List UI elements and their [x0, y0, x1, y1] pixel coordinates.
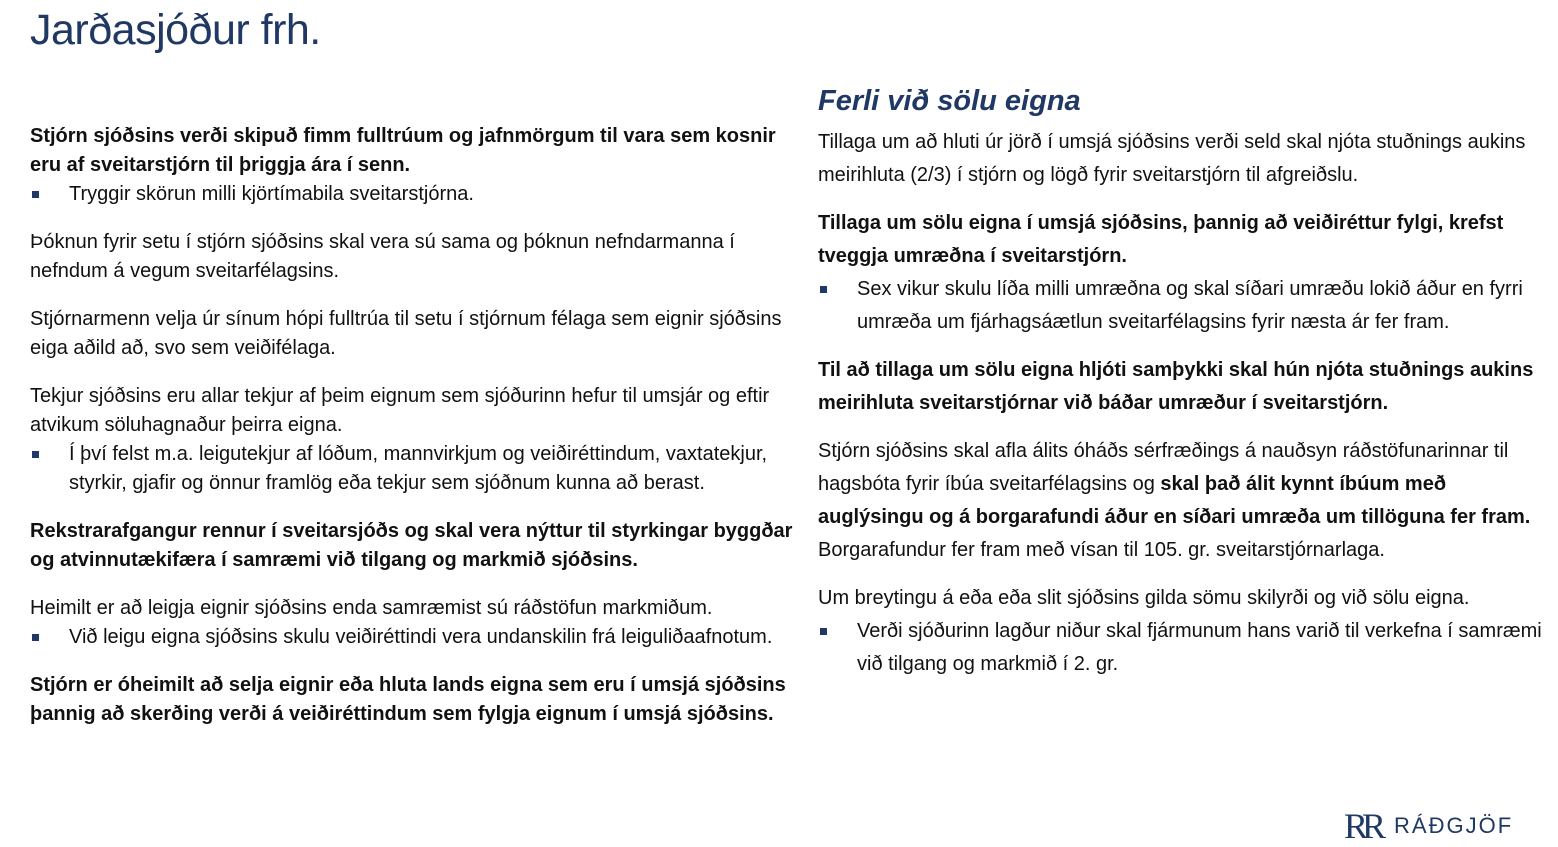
left-paragraph-7 [30, 671, 798, 729]
left-paragraph-3: Stjórnarmenn velja úr sínum hópi fulltrúa til setu í stjórnum félaga sem eignir sjóðsins eiga aðild að, svo sem veiðifélaga. [30, 308, 782, 359]
right-paragraph-2-text: Tillaga um sölu eigna í umsjá sjóðsins, þannig að veiðiréttur fylgi, krefst tveggja umræðna í sveitarstjórn. [818, 212, 1504, 267]
right-paragraph-4-part-a: Stjórn sjóðsins skal afla álits óháðs sérfræðings á nauðsyn ráðstöfunarinnar til hagsbóta fyrir íbúa sveitarfélagsins og [818, 440, 1509, 495]
right-paragraph-1: Tillaga um að hluti úr jörð í umsjá sjóðsins verði seld skal njóta stuðnings aukins meirihluta (2/3) í stjórn og lögð fyrir sveitarstjórn til afgreiðslu. [818, 131, 1526, 186]
right-paragraph-2 [818, 207, 1543, 273]
section-subtitle: Ferli við sölu eigna [818, 85, 1081, 117]
left-paragraph-1 [30, 122, 798, 180]
right-bullet-list-2 [818, 615, 1543, 681]
left-bullet-1: Tryggir skörun milli kjörtímabila sveitarstjórna. [30, 180, 798, 209]
right-bullet-2: Verði sjóðurinn lagður niður skal fjármunum hans varið til verkefna í samræmi við tilgang og markmið í 2. gr. [818, 615, 1543, 681]
right-column [818, 82, 1543, 696]
right-paragraph-3-text: Til að tillaga um sölu eigna hljóti samþykki skal hún njóta stuðnings aukins meirihluta sveitarstjórnar við báðar umræður í sveitarstjórn. [818, 359, 1534, 414]
left-bullet-2: Í því felst m.a. leigutekjur af lóðum, mannvirkjum og veiðiréttindum, vaxtatekjur, styrkir, gjafir og önnur framlög eða tekjur sem sjóðnum kunna að berast. [30, 440, 798, 498]
left-paragraph-2: Þóknun fyrir setu í stjórn sjóðsins skal vera sú sama og þóknun nefndarmanna í nefndum á vegum sveitarfélagsins. [30, 231, 735, 282]
right-paragraph-5: Um breytingu á eða eða slit sjóðsins gilda sömu skilyrði og við sölu eigna. [818, 587, 1470, 609]
right-paragraph-4 [818, 435, 1543, 567]
logo-text: RÁÐGJÖF [1394, 813, 1514, 838]
left-paragraph-6: Heimilt er að leigja eignir sjóðsins enda samræmist sú ráðstöfun markmiðum. [30, 597, 713, 619]
left-bullet-3: Við leigu eigna sjóðsins skulu veiðiréttindi vera undanskilin frá leiguliðaafnotum. [30, 623, 798, 652]
left-paragraph-4: Tekjur sjóðsins eru allar tekjur af þeim eignum sem sjóðurinn hefur til umsjár og eftir atvikum söluhagnaður þeirra eigna. [30, 385, 770, 436]
right-bullet-list-1 [818, 273, 1543, 339]
left-bullet-list-2 [30, 440, 798, 498]
radgjof-logo [1344, 806, 1513, 846]
right-paragraph-4-part-b: skal það álit kynnt íbúum með auglýsingu og á borgarafundi áður en síðari umræða um tillöguna fer fram. [818, 473, 1531, 528]
left-paragraph-1-text: Stjórn sjóðsins verði skipuð fimm fulltrúum og jafnmörgum til vara sem kosnir eru af sveitarstjórn til þriggja ára í senn. [30, 125, 776, 176]
left-paragraph-5 [30, 517, 798, 575]
right-paragraph-3 [818, 354, 1543, 420]
page-title: Jarðasjóður frh. [30, 6, 321, 54]
left-bullet-list-1 [30, 180, 798, 209]
left-paragraph-7-text: Stjórn er óheimilt að selja eignir eða hluta lands eigna sem eru í umsjá sjóðsins þannig að skerðing verði á veiðiréttindum sem fylgja eignum í umsjá sjóðsins. [30, 674, 786, 725]
left-bullet-list-3 [30, 623, 798, 652]
left-column [30, 122, 798, 748]
rr-monogram-icon: RR [1344, 806, 1381, 846]
right-bullet-1: Sex vikur skulu líða milli umræðna og skal síðari umræðu lokið áður en fyrri umræða um fjárhagsáætlun sveitarfélagsins fyrir næsta ár fer fram. [818, 273, 1543, 339]
left-paragraph-5-text: Rekstrarafgangur rennur í sveitarsjóðs og skal vera nýttur til styrkingar byggðar og atvinnutækifæra í samræmi við tilgang og markmið sjóðsins. [30, 520, 793, 571]
right-paragraph-4-part-c: Borgarafundur fer fram með vísan til 105. gr. sveitarstjórnarlaga. [818, 539, 1385, 561]
